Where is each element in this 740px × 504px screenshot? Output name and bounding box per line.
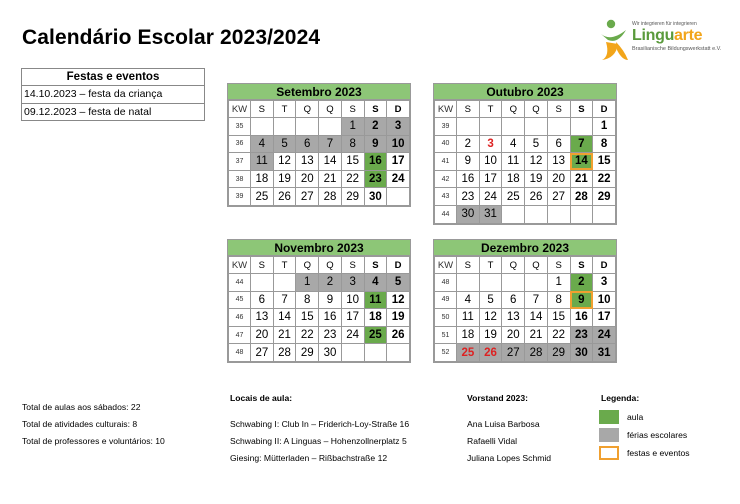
weekday-header: Q (502, 101, 525, 118)
day-cell: 16 (570, 309, 593, 327)
day-cell: 3 (341, 274, 364, 292)
day-cell: 6 (502, 291, 525, 309)
day-cell: 29 (296, 344, 319, 362)
day-cell: 13 (251, 309, 274, 327)
weekday-header: D (387, 101, 410, 118)
empty-day-cell (341, 344, 364, 362)
empty-day-cell (457, 118, 480, 136)
empty-day-cell (547, 205, 570, 223)
day-cell: 27 (502, 344, 525, 362)
kw-header: KW (435, 257, 457, 274)
week-number: 37 (229, 153, 251, 171)
week-row (435, 309, 616, 327)
weekday-header: Q (525, 101, 548, 118)
day-cell: 8 (593, 135, 616, 153)
empty-day-cell (387, 344, 410, 362)
day-cell: 12 (525, 153, 548, 171)
day-cell: 13 (296, 153, 319, 171)
day-cell: 25 (502, 188, 525, 206)
day-cell: 23 (570, 326, 593, 344)
day-cell: 7 (525, 291, 548, 309)
day-cell: 22 (341, 170, 364, 188)
weekday-header: S (457, 101, 480, 118)
empty-day-cell (479, 118, 502, 136)
week-row (435, 153, 616, 171)
week-number: 44 (435, 205, 457, 223)
week-number: 40 (435, 135, 457, 153)
day-cell: 14 (273, 309, 296, 327)
day-cell: 17 (341, 309, 364, 327)
day-cell: 17 (387, 153, 410, 171)
weekday-header: S (547, 101, 570, 118)
week-row (435, 344, 616, 362)
week-row (435, 326, 616, 344)
month-header: Novembro 2023 (228, 240, 410, 256)
day-cell: 26 (525, 188, 548, 206)
week-row (229, 118, 410, 136)
week-number: 47 (229, 326, 251, 344)
empty-day-cell (457, 274, 480, 292)
week-row (229, 274, 410, 292)
week-number: 39 (229, 188, 251, 206)
day-cell: 5 (479, 291, 502, 309)
day-cell: 22 (593, 170, 616, 188)
day-cell: 24 (479, 188, 502, 206)
day-cell: 10 (593, 291, 616, 309)
day-cell: 30 (364, 188, 387, 206)
day-cell: 27 (547, 188, 570, 206)
week-number: 44 (229, 274, 251, 292)
logo-name (632, 27, 702, 45)
week-row (229, 344, 410, 362)
weekday-header: S (341, 101, 364, 118)
weekday-header: Q (502, 257, 525, 274)
empty-day-cell (593, 205, 616, 223)
day-cell: 23 (319, 326, 342, 344)
week-number: 50 (435, 309, 457, 327)
day-cell: 26 (387, 326, 410, 344)
weekday-header: S (364, 101, 387, 118)
week-row (229, 153, 410, 171)
week-number: 35 (229, 118, 251, 136)
empty-day-cell (547, 118, 570, 136)
day-cell: 29 (547, 344, 570, 362)
weekday-header: S (547, 257, 570, 274)
empty-day-cell (570, 118, 593, 136)
day-cell: 9 (570, 291, 593, 309)
month-dezembro (433, 239, 617, 363)
day-cell: 15 (341, 153, 364, 171)
day-cell: 9 (364, 135, 387, 153)
logo-name-main: Lingu (632, 27, 675, 44)
day-cell: 19 (525, 170, 548, 188)
day-cell: 4 (251, 135, 274, 153)
kw-header: KW (229, 257, 251, 274)
day-cell: 28 (319, 188, 342, 206)
weekday-header: Q (525, 257, 548, 274)
events-box (21, 68, 205, 121)
day-cell: 25 (364, 326, 387, 344)
day-cell: 11 (457, 309, 480, 327)
day-cell: 8 (296, 291, 319, 309)
month-header: Dezembro 2023 (434, 240, 616, 256)
day-cell: 2 (319, 274, 342, 292)
day-cell: 11 (251, 153, 274, 171)
logo-name-accent: arte (674, 27, 703, 44)
weekday-header: S (364, 257, 387, 274)
day-cell: 3 (479, 135, 502, 153)
weekday-header: D (387, 257, 410, 274)
day-cell: 16 (364, 153, 387, 171)
day-cell: 5 (525, 135, 548, 153)
week-number: 49 (435, 291, 457, 309)
week-row (435, 205, 616, 223)
locais-title: Locais de aula: (230, 393, 293, 403)
legenda-title: Legenda: (601, 393, 640, 403)
empty-day-cell (387, 188, 410, 206)
day-cell: 4 (457, 291, 480, 309)
day-cell: 26 (479, 344, 502, 362)
day-cell: 11 (502, 153, 525, 171)
day-cell: 25 (457, 344, 480, 362)
day-cell: 24 (341, 326, 364, 344)
day-cell: 1 (341, 118, 364, 136)
legend-swatch-aula (599, 410, 619, 424)
week-number: 38 (229, 170, 251, 188)
week-number: 48 (435, 274, 457, 292)
day-cell: 1 (296, 274, 319, 292)
weekday-header: D (593, 257, 616, 274)
weekday-header: S (570, 257, 593, 274)
week-row (229, 170, 410, 188)
day-cell: 20 (251, 326, 274, 344)
week-number: 46 (229, 309, 251, 327)
logo-subtitle: Brasilianische Bildungswerkstatt e.V. (632, 46, 722, 52)
weekday-header: Q (319, 101, 342, 118)
day-cell: 2 (570, 274, 593, 292)
day-cell: 23 (457, 188, 480, 206)
page-title: Calendário Escolar 2023/2024 (22, 26, 321, 49)
weekday-header: S (341, 257, 364, 274)
day-cell: 28 (570, 188, 593, 206)
stat-professores: Total de professores e voluntários: 10 (22, 436, 165, 446)
day-cell: 12 (273, 153, 296, 171)
day-cell: 22 (296, 326, 319, 344)
day-cell: 14 (570, 153, 593, 171)
empty-day-cell (502, 118, 525, 136)
day-cell: 10 (479, 153, 502, 171)
day-cell: 23 (364, 170, 387, 188)
empty-day-cell (273, 274, 296, 292)
month-grid (228, 256, 410, 362)
events-heading: Festas e eventos (22, 69, 204, 86)
day-cell: 17 (593, 309, 616, 327)
empty-day-cell (570, 205, 593, 223)
day-cell: 14 (525, 309, 548, 327)
week-number: 51 (435, 326, 457, 344)
day-cell: 19 (479, 326, 502, 344)
event-item: 09.12.2023 – festa de natal (22, 103, 204, 120)
legend-label-festas: festas e eventos (627, 448, 690, 458)
day-cell: 3 (387, 118, 410, 136)
week-number: 36 (229, 135, 251, 153)
day-cell: 6 (251, 291, 274, 309)
day-cell: 21 (273, 326, 296, 344)
weekday-header: T (273, 101, 296, 118)
week-row (229, 291, 410, 309)
week-row (435, 188, 616, 206)
stat-atividades: Total de atividades culturais: 8 (22, 419, 138, 429)
day-cell: 28 (525, 344, 548, 362)
day-cell: 10 (341, 291, 364, 309)
day-cell: 6 (547, 135, 570, 153)
kw-header: KW (229, 101, 251, 118)
week-row (435, 135, 616, 153)
legend-swatch-ferias (599, 428, 619, 442)
vorstand-member: Rafaelli Vidal (467, 436, 518, 446)
month-grid (434, 256, 616, 362)
weekday-header: Q (296, 101, 319, 118)
month-header: Setembro 2023 (228, 84, 410, 100)
logo-tagline: Wir integrieren für integrieren (632, 21, 697, 27)
day-cell: 28 (273, 344, 296, 362)
week-row (435, 170, 616, 188)
day-cell: 18 (364, 309, 387, 327)
day-cell: 21 (319, 170, 342, 188)
day-cell: 5 (273, 135, 296, 153)
weekday-header: Q (319, 257, 342, 274)
day-cell: 6 (296, 135, 319, 153)
day-cell: 29 (593, 188, 616, 206)
month-novembro (227, 239, 411, 363)
day-cell: 24 (387, 170, 410, 188)
day-cell: 27 (296, 188, 319, 206)
weekday-header: S (570, 101, 593, 118)
day-cell: 8 (547, 291, 570, 309)
day-cell: 30 (319, 344, 342, 362)
day-cell: 3 (593, 274, 616, 292)
day-cell: 2 (364, 118, 387, 136)
event-item: 14.10.2023 – festa da criança (24, 88, 163, 100)
weekday-header: S (251, 101, 274, 118)
day-cell: 21 (570, 170, 593, 188)
day-cell: 24 (593, 326, 616, 344)
day-cell: 7 (319, 135, 342, 153)
day-cell: 12 (387, 291, 410, 309)
week-row (435, 274, 616, 292)
local-item: Giesing: Mütterladen – Rißbachstraße 12 (230, 453, 388, 463)
month-outubro (433, 83, 617, 225)
day-cell: 9 (457, 153, 480, 171)
weekday-header: T (479, 257, 502, 274)
day-cell: 9 (319, 291, 342, 309)
vorstand-title: Vorstand 2023: (467, 393, 528, 403)
logo-figure-icon (598, 16, 632, 62)
local-item: Schwabing I: Club In – Friderich-Loy-Straße 16 (230, 419, 410, 429)
empty-day-cell (273, 118, 296, 136)
empty-day-cell (251, 274, 274, 292)
empty-day-cell (525, 205, 548, 223)
day-cell: 7 (273, 291, 296, 309)
week-row (229, 188, 410, 206)
empty-day-cell (251, 118, 274, 136)
day-cell: 14 (319, 153, 342, 171)
linguarte-logo (598, 16, 722, 62)
day-cell: 18 (457, 326, 480, 344)
week-number: 39 (435, 118, 457, 136)
empty-day-cell (479, 274, 502, 292)
empty-day-cell (525, 274, 548, 292)
vorstand-member: Juliana Lopes Schmid (467, 453, 552, 463)
month-grid (434, 100, 616, 224)
local-item: Schwabing II: A Linguas – Hohenzollnerplatz 5 (230, 436, 407, 446)
empty-day-cell (502, 205, 525, 223)
vorstand-member: Ana Luisa Barbosa (467, 419, 540, 429)
day-cell: 21 (525, 326, 548, 344)
week-number: 45 (229, 291, 251, 309)
stat-sabados: Total de aulas aos sábados: 22 (22, 402, 141, 412)
week-number: 42 (435, 170, 457, 188)
week-number: 41 (435, 153, 457, 171)
day-cell: 4 (364, 274, 387, 292)
day-cell: 27 (251, 344, 274, 362)
day-cell: 17 (479, 170, 502, 188)
day-cell: 13 (502, 309, 525, 327)
empty-day-cell (525, 118, 548, 136)
week-row (435, 118, 616, 136)
month-setembro (227, 83, 411, 207)
legend-label-aula: aula (627, 412, 644, 422)
day-cell: 12 (479, 309, 502, 327)
week-row (229, 135, 410, 153)
day-cell: 31 (593, 344, 616, 362)
day-cell: 4 (502, 135, 525, 153)
day-cell: 20 (296, 170, 319, 188)
week-number: 52 (435, 344, 457, 362)
day-cell: 20 (547, 170, 570, 188)
week-number: 43 (435, 188, 457, 206)
day-cell: 2 (457, 135, 480, 153)
day-cell: 26 (273, 188, 296, 206)
day-cell: 18 (502, 170, 525, 188)
day-cell: 15 (593, 153, 616, 171)
day-cell: 1 (547, 274, 570, 292)
day-cell: 1 (593, 118, 616, 136)
month-grid (228, 100, 410, 206)
weekday-header: T (273, 257, 296, 274)
day-cell: 22 (547, 326, 570, 344)
day-cell: 30 (457, 205, 480, 223)
empty-day-cell (296, 118, 319, 136)
day-cell: 5 (387, 274, 410, 292)
day-cell: 25 (251, 188, 274, 206)
weekday-header: S (251, 257, 274, 274)
day-cell: 7 (570, 135, 593, 153)
kw-header: KW (435, 101, 457, 118)
weekday-header: S (457, 257, 480, 274)
week-row (435, 291, 616, 309)
legend-label-ferias: férias escolares (627, 430, 688, 440)
week-row (229, 326, 410, 344)
day-cell: 20 (502, 326, 525, 344)
day-cell: 8 (341, 135, 364, 153)
day-cell: 15 (296, 309, 319, 327)
day-cell: 19 (387, 309, 410, 327)
day-cell: 11 (364, 291, 387, 309)
day-cell: 18 (251, 170, 274, 188)
day-cell: 13 (547, 153, 570, 171)
month-header: Outubro 2023 (434, 84, 616, 100)
weekday-header: Q (296, 257, 319, 274)
week-number: 48 (229, 344, 251, 362)
day-cell: 19 (273, 170, 296, 188)
day-cell: 31 (479, 205, 502, 223)
day-cell: 29 (341, 188, 364, 206)
day-cell: 10 (387, 135, 410, 153)
legend-swatch-festas (599, 446, 619, 460)
day-cell: 30 (570, 344, 593, 362)
week-row (229, 309, 410, 327)
day-cell: 16 (319, 309, 342, 327)
empty-day-cell (502, 274, 525, 292)
day-cell: 15 (547, 309, 570, 327)
weekday-header: T (479, 101, 502, 118)
day-cell: 16 (457, 170, 480, 188)
weekday-header: D (593, 101, 616, 118)
empty-day-cell (364, 344, 387, 362)
empty-day-cell (319, 118, 342, 136)
